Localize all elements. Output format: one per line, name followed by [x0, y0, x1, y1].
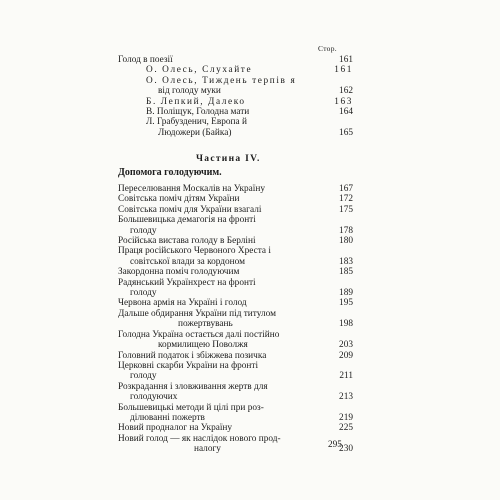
toc-entry-continuation: совітської влади за кордоном	[130, 256, 246, 267]
toc-entry-page: 213	[339, 392, 353, 403]
toc-entry-title: Дальше обдирання України під титулом	[118, 308, 276, 319]
toc-entry	[118, 184, 353, 194]
toc-entry-page: 195	[339, 298, 353, 309]
toc-entry-title: Новий голод — як наслідок нового прод-	[118, 433, 281, 444]
toc-entry-title: Праця російського Червоного Хреста і	[118, 246, 271, 257]
toc-entry-page: 163	[334, 96, 353, 107]
toc-entry-page: 167	[339, 184, 353, 194]
toc-entry	[118, 55, 353, 65]
toc-entry-title: Л. Грабузденич, Европа й	[146, 117, 247, 128]
toc-entry	[118, 65, 353, 75]
toc-entry-continuation: пожертвувань	[178, 319, 233, 330]
toc-entry-title: Закордонна поміч голодуючим	[118, 267, 240, 278]
toc-entry	[118, 403, 353, 424]
toc-entry	[118, 267, 353, 277]
toc-entry	[118, 351, 353, 361]
toc-entry-page: 225	[339, 423, 353, 434]
toc-section-poetry	[118, 55, 353, 138]
toc-entry	[118, 205, 353, 215]
toc-entry-page: 175	[339, 204, 353, 215]
toc-entry-page: 161	[334, 65, 353, 76]
toc-entry-page: 198	[339, 319, 353, 330]
toc-entry	[118, 117, 353, 138]
toc-entry-page: 164	[339, 107, 353, 118]
toc-entry-continuation: голоду	[130, 225, 157, 236]
toc-entry-continuation: голоду	[130, 288, 157, 299]
toc-entry	[118, 107, 353, 117]
toc-entry-continuation: від голоду муки	[158, 86, 221, 97]
toc-entry-page: 178	[339, 225, 353, 236]
toc-entry-title: О. Олесь, Тиждень терпів я	[146, 75, 297, 86]
toc-entry-page: 165	[339, 127, 353, 138]
toc-entry-continuation: голодуючих	[130, 392, 178, 403]
toc-section-aid	[118, 184, 353, 455]
toc-entry-title: Совітська поміч дітям України	[118, 194, 240, 205]
toc-entry	[118, 278, 353, 299]
toc-entry-title: О. Олесь, Слухайте	[146, 65, 253, 76]
toc-entry-page: 172	[339, 194, 353, 205]
toc-entry	[118, 246, 353, 267]
toc-entry-title: Большевицькі методи й цілі при роз-	[118, 402, 264, 413]
toc-entry	[118, 309, 353, 330]
toc-entry	[118, 330, 353, 351]
toc-entry-title: Червона армія на Україні і голод	[118, 298, 247, 309]
toc-entry-title: Радянський Українхрест на фронті	[118, 277, 256, 288]
toc-entry-page: 203	[339, 340, 353, 351]
toc-entry-page: 180	[339, 236, 353, 247]
toc-entry-page: 230	[339, 444, 353, 455]
page-column-header: Стор.	[318, 44, 337, 53]
toc-entry	[118, 423, 353, 433]
toc-entry	[118, 215, 353, 236]
toc-entry-title: Переселювання Москалів на Україну	[118, 184, 265, 194]
toc-entry-continuation: налогу	[194, 444, 221, 455]
toc-entry-page: 189	[339, 288, 353, 299]
toc-entry-page: 185	[339, 267, 353, 278]
toc-entry-title: Б. Лепкий, Далеко	[146, 96, 246, 107]
toc-entry	[118, 97, 353, 107]
toc-entry	[118, 434, 353, 455]
toc-entry	[118, 194, 353, 204]
toc-entry-title: Церковні скарби України на фронті	[118, 360, 259, 371]
toc-entry-continuation: голоду	[130, 371, 157, 382]
toc-entry-title: Новий продналог на Україну	[118, 423, 233, 434]
toc-entry	[118, 361, 353, 382]
toc-entry	[118, 382, 353, 403]
toc-entry-title: Російська вистава голоду в Берліні	[118, 236, 256, 247]
toc-entry-title: Совітська поміч для України взагалі	[118, 204, 262, 215]
page-number: 295	[328, 440, 342, 450]
section-heading: Допомога голодуючим.	[118, 167, 222, 178]
toc-entry-page: 209	[339, 350, 353, 361]
toc-entry-page: 219	[339, 412, 353, 423]
toc-entry-continuation: кормилищею Поволжя	[158, 340, 248, 351]
toc-entry-continuation: ділюванні пожертв	[130, 412, 205, 423]
toc-entry	[118, 76, 353, 97]
toc-entry-title: Голод в поезії	[118, 55, 173, 65]
toc-entry-continuation: Людожери (Байка)	[158, 127, 232, 138]
toc-entry-title: Розкрадання і зловживання жертв для	[118, 381, 268, 392]
toc-entry-title: В. Поліщук, Голодна мати	[146, 107, 250, 118]
toc-entry-page: 183	[339, 256, 353, 267]
toc-entry-title: Головний податок і збіжжева позичка	[118, 350, 267, 361]
toc-entry-title: Большевицька демагогія на фронті	[118, 215, 256, 226]
toc-entry-title: Голодна Україна остається далі постійно	[118, 329, 280, 340]
toc-entry-page: 161	[339, 55, 353, 65]
toc-entry	[118, 236, 353, 246]
part-title: Частина IV.	[196, 154, 261, 164]
toc-entry-page: 162	[339, 86, 353, 97]
toc-entry	[118, 298, 353, 308]
toc-entry-page: 211	[339, 371, 353, 382]
